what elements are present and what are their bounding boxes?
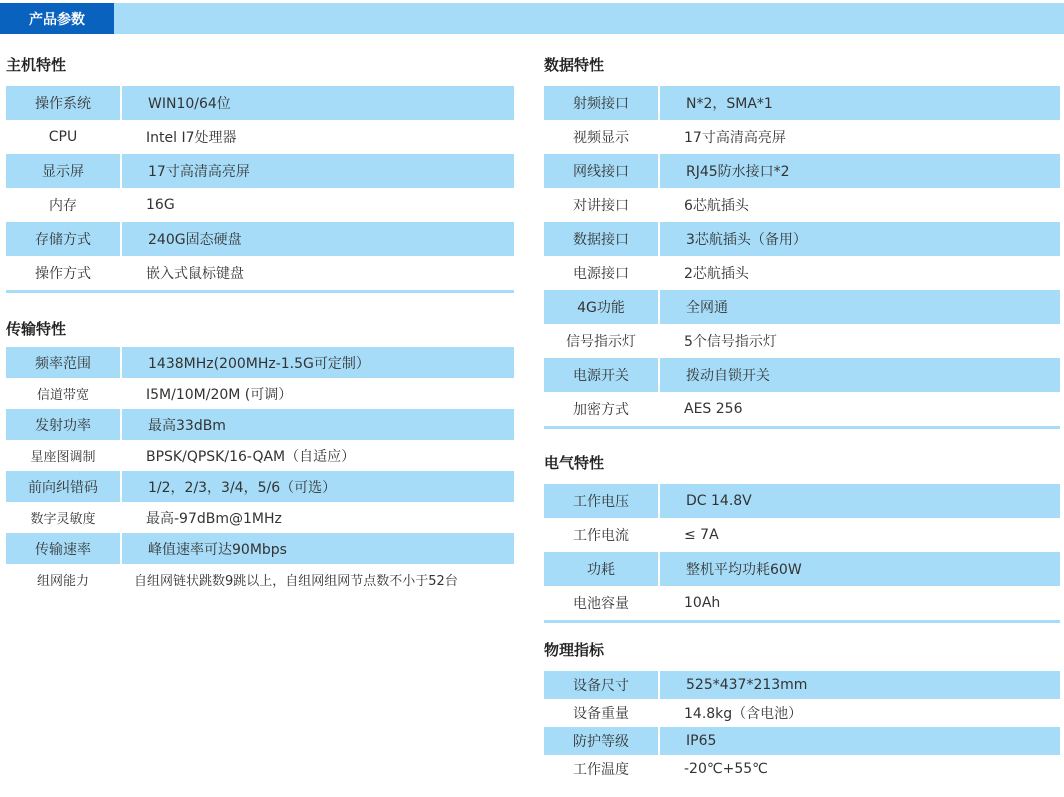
spec-label: 内存 bbox=[49, 198, 77, 214]
spec-label: 发射功率 bbox=[6, 409, 122, 440]
section-title-host: 主机特性 bbox=[6, 56, 67, 74]
spec-value: 整机平均功耗60W bbox=[686, 562, 802, 578]
spec-label: 网线接口 bbox=[544, 154, 660, 188]
spec-row bbox=[6, 378, 514, 409]
spec-row bbox=[6, 564, 514, 595]
spec-value: IP65 bbox=[686, 733, 717, 749]
spec-value: 10Ah bbox=[684, 595, 721, 611]
spec-label: 工作电压 bbox=[544, 484, 660, 518]
header-bar bbox=[0, 3, 1064, 34]
spec-row bbox=[6, 440, 514, 471]
spec-value: N*2，SMA*1 bbox=[686, 96, 773, 112]
spec-label: 前向纠错码 bbox=[6, 471, 122, 502]
table-bottom-rule bbox=[544, 426, 1060, 429]
spec-value: 全网通 bbox=[686, 300, 728, 316]
spec-label: 存储方式 bbox=[6, 222, 122, 256]
spec-row bbox=[6, 188, 514, 222]
data-spec-table bbox=[544, 86, 1060, 429]
spec-label: 操作系统 bbox=[6, 86, 122, 120]
spec-value: 525*437*213mm bbox=[686, 677, 808, 693]
spec-row bbox=[6, 471, 514, 502]
spec-value: BPSK/QPSK/16-QAM（自适应） bbox=[146, 448, 356, 465]
spec-value: 17寸高清高亮屏 bbox=[684, 130, 786, 146]
spec-row bbox=[544, 86, 1060, 120]
spec-value: Intel I7处理器 bbox=[146, 130, 237, 146]
spec-label: 对讲接口 bbox=[573, 198, 629, 214]
spec-value: RJ45防水接口*2 bbox=[686, 164, 790, 180]
spec-row bbox=[6, 347, 514, 378]
spec-value: 1/2，2/3，3/4，5/6（可选） bbox=[148, 479, 337, 496]
spec-row bbox=[6, 409, 514, 440]
spec-value: 最高-97dBm@1MHz bbox=[146, 510, 282, 527]
spec-label: CPU bbox=[48, 129, 78, 145]
spec-label: 数字灵敏度 bbox=[30, 512, 96, 527]
spec-value: 最高33dBm bbox=[148, 417, 226, 434]
spec-value: I5M/10M/20M (可调） bbox=[146, 386, 293, 403]
spec-label: 星座图调制 bbox=[30, 450, 96, 465]
spec-row bbox=[544, 222, 1060, 256]
spec-value: 17寸高清高亮屏 bbox=[148, 164, 250, 180]
spec-value: -20℃+55℃ bbox=[684, 761, 768, 777]
spec-label: 功耗 bbox=[544, 552, 660, 586]
spec-label: 信号指示灯 bbox=[566, 334, 636, 350]
spec-value: 240G固态硬盘 bbox=[148, 232, 242, 248]
table-bottom-rule bbox=[544, 620, 1060, 623]
spec-label: 显示屏 bbox=[6, 154, 122, 188]
spec-label: 设备重量 bbox=[573, 706, 629, 722]
spec-value: ≤ 7A bbox=[684, 527, 719, 543]
spec-row bbox=[6, 533, 514, 564]
spec-row bbox=[544, 120, 1060, 154]
spec-value: 拨动自锁开关 bbox=[686, 368, 770, 384]
header-tab: 产品参数 bbox=[0, 3, 114, 34]
spec-value: 2芯航插头 bbox=[684, 266, 749, 282]
spec-value: WIN10/64位 bbox=[148, 96, 231, 112]
spec-label: 加密方式 bbox=[573, 402, 629, 418]
host-spec-table bbox=[6, 86, 514, 293]
spec-row bbox=[544, 324, 1060, 358]
spec-row bbox=[6, 154, 514, 188]
spec-value: 14.8kg（含电池） bbox=[684, 706, 803, 722]
spec-row bbox=[544, 586, 1060, 620]
spec-value: 嵌入式鼠标键盘 bbox=[146, 266, 244, 282]
spec-label: 传输速率 bbox=[6, 533, 122, 564]
spec-value: 5个信号指示灯 bbox=[684, 334, 777, 350]
spec-row bbox=[544, 699, 1060, 727]
spec-row bbox=[544, 256, 1060, 290]
spec-value: DC 14.8V bbox=[686, 493, 752, 509]
spec-label: 电源开关 bbox=[544, 358, 660, 392]
spec-label: 防护等级 bbox=[544, 727, 660, 755]
spec-label: 操作方式 bbox=[35, 266, 91, 282]
section-title-data: 数据特性 bbox=[544, 56, 605, 74]
spec-row bbox=[544, 755, 1060, 783]
physical-spec-table bbox=[544, 671, 1060, 783]
spec-label: 电源接口 bbox=[573, 266, 629, 282]
spec-row bbox=[6, 502, 514, 533]
spec-row bbox=[544, 358, 1060, 392]
spec-row bbox=[544, 518, 1060, 552]
spec-label: 视频显示 bbox=[573, 130, 629, 146]
section-title-transmission: 传输特性 bbox=[6, 320, 67, 338]
spec-label: 电池容量 bbox=[573, 596, 629, 612]
spec-label: 工作电流 bbox=[573, 528, 629, 544]
spec-row bbox=[6, 120, 514, 154]
spec-label: 信道带宽 bbox=[36, 388, 89, 403]
spec-label: 组网能力 bbox=[36, 574, 89, 589]
spec-row bbox=[544, 188, 1060, 222]
spec-value: 16G bbox=[146, 197, 175, 213]
spec-row bbox=[544, 290, 1060, 324]
spec-row bbox=[544, 154, 1060, 188]
spec-value: 峰值速率可达90Mbps bbox=[148, 541, 287, 558]
spec-row bbox=[544, 727, 1060, 755]
spec-label: 数据接口 bbox=[544, 222, 660, 256]
spec-row bbox=[6, 86, 514, 120]
spec-value: AES 256 bbox=[684, 401, 743, 417]
spec-row bbox=[544, 392, 1060, 426]
spec-value: 自组网链状跳数9跳以上，自组网组网节点数不小于52台 bbox=[134, 574, 458, 589]
spec-label: 设备尺寸 bbox=[544, 671, 660, 699]
section-title-electrical: 电气特性 bbox=[544, 454, 605, 472]
spec-label: 频率范围 bbox=[6, 347, 122, 378]
table-bottom-rule bbox=[6, 290, 514, 293]
spec-value: 3芯航插头（备用） bbox=[686, 232, 807, 248]
spec-value: 1438MHz(200MHz-1.5G可定制） bbox=[148, 355, 370, 372]
spec-row bbox=[6, 222, 514, 256]
section-title-physical: 物理指标 bbox=[544, 641, 605, 659]
spec-row bbox=[544, 671, 1060, 699]
spec-label: 射频接口 bbox=[544, 86, 660, 120]
transmission-spec-table bbox=[6, 347, 514, 595]
spec-value: 6芯航插头 bbox=[684, 198, 749, 214]
spec-row bbox=[6, 256, 514, 290]
spec-label: 工作温度 bbox=[573, 762, 629, 778]
spec-label: 4G功能 bbox=[544, 290, 660, 324]
spec-row bbox=[544, 484, 1060, 518]
spec-row bbox=[544, 552, 1060, 586]
electrical-spec-table bbox=[544, 484, 1060, 623]
